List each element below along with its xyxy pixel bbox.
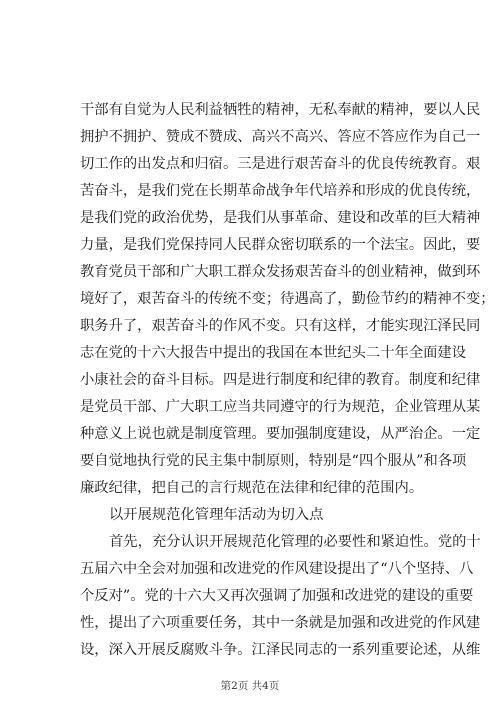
- text-line: 拥护不拥护、赞成不赞成、高兴不高兴、答应不答应作为自己一: [80, 129, 481, 145]
- text-line: 设，深入开展反腐败斗争。江泽民同志的一系列重要论述，从维: [80, 642, 481, 658]
- text-line: 是党员干部、广大职工应当共同遵守的行为规范，企业管理从某: [80, 399, 481, 415]
- text-line: 志在党的十六大报告中提出的我国在本世纪头二十年全面建设: [80, 345, 467, 361]
- text-line: 要自觉地执行党的民主集中制原则，特别是“四个服从”和各项: [80, 453, 467, 469]
- text-line: 小康社会的奋斗目标。四是进行制度和纪律的教育。制度和纪律: [80, 372, 481, 388]
- text-line: 个反对”。党的十六大又再次强调了加强和改进党的建设的重要: [80, 588, 474, 604]
- text-line: 种意义上说也就是制度管理。要加强制度建设，从严治企。一定: [80, 426, 481, 442]
- text-line: 境好了，艰苦奋斗的传统不变；待遇高了，勤俭节约的精神不变；: [80, 291, 495, 307]
- text-line: 性，提出了六项重要任务，其中一条就是加强和改进党的作风建: [80, 615, 481, 631]
- text-line: 廉政纪律，把自己的言行规范在法律和纪律的范围内。: [80, 480, 424, 496]
- section-heading-line: 以开展规范化管理年活动为切入点: [109, 507, 324, 523]
- text-line: 是我们党的政治优势，是我们从事革命、建设和改革的巨大精神: [80, 210, 481, 226]
- body-text: [80, 97, 495, 664]
- text-line: 切工作的出发点和归宿。三是进行艰苦奋斗的优良传统教育。艰: [80, 156, 481, 172]
- page-footer: 第2页 共4页: [220, 680, 280, 692]
- text-line: 首先，充分认识开展规范化管理的必要性和紧迫性。党的十: [109, 534, 481, 550]
- text-line: 干部有自觉为人民利益牺牲的精神，无私奉献的精神，要以人民: [80, 102, 481, 118]
- text-line: 五届六中全会对加强和改进党的作风建设提出了“八个坚持、八: [80, 561, 474, 577]
- text-line: 力量，是我们党保持同人民群众密切联系的一个法宝。因此，要: [80, 237, 481, 253]
- text-line: 教育党员干部和广大职工群众发扬艰苦奋斗的创业精神，做到环: [80, 264, 481, 280]
- text-line: 职务升了，艰苦奋斗的作风不变。只有这样，才能实现江泽民同: [80, 318, 481, 334]
- text-line: 苦奋斗，是我们党在长期革命战争年代培养和形成的优良传统，: [80, 183, 481, 199]
